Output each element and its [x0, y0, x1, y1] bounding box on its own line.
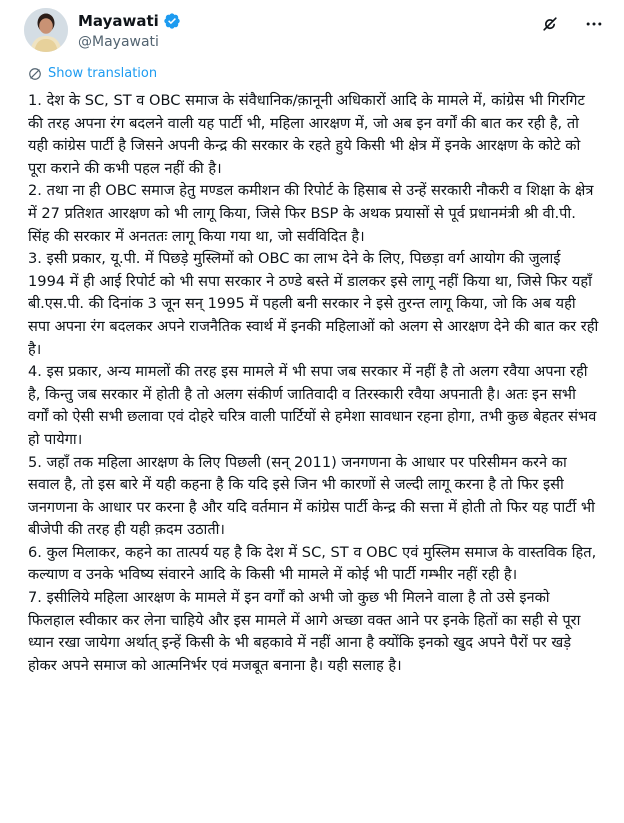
post-paragraph: 1. देश के SC, ST व OBC समाज के संवैधानिक/क़ानूनी अधिकारों आदि के मामले में, कांग्रेस भी गिरगिट की तरह अपना रंग बदलने वाली यह पार्टी भी, महिला आरक्षण में, जो अब इन वर्गों की बात कर रही है, तो यही कांग्रेस पार्टी है जिसने अपनी केन्द्र की सरकार के रहते हुये किसी भी क्षेत्र में इनके आरक्षण के कोटे को पूरा कराने की कभी पहल नहीं की है। — [28, 92, 585, 177]
grok-icon[interactable] — [540, 14, 560, 34]
more-options-icon[interactable] — [584, 14, 604, 34]
avatar[interactable] — [24, 8, 68, 52]
post-paragraph: 2. तथा ना ही OBC समाज हेतु मण्डल कमीशन की रिपोर्ट के हिसाब से उन्हें सरकारी नौकरी व शिक्षा के क्षेत्र में 27 प्रतिशत आरक्षण को भी लागू किया, जिसे फिर BSP के अथक प्रयासों से पूर्व प्रधानमंत्री श्री वी.पी. सिंह की सरकार में अनततः लागू किया गया था, जो सर्वविदित है। — [28, 182, 594, 245]
post-paragraph: 4. इस प्रकार, अन्य मामलों की तरह इस मामले में भी सपा जब सरकार में नहीं है तो अलग रवैया अपना रही है, किन्तु जब सरकार में होती है तो अलग संकीर्ण जातिवादी व तिरस्कारी रवैया अपनाती है। अतः इन सभी वर्गों को ऐसी सभी छलावा एवं दोहरे चरित्र वाली पार्टियों से हमेशा सावधान रहना होगा, तभी कुछ बेहतर संभव हो पायेगा। — [28, 363, 597, 448]
translate-icon — [28, 67, 42, 81]
post-paragraph: 5. जहाँ तक महिला आरक्षण के लिए पिछली (सन् 2011) जनगणना के आधार पर परिसीमन करने का सवाल है, तो इस बारे में यही कहना है कि यदि इसे जिन भी कारणों से जल्दी लागू करना है तो फिर इसी जनगणना के आधार पर करना है और यदि वर्तमान में कांग्रेस पार्टी केन्द्र की सत्ता में होती तो फिर यह पार्टी भी बीजेपी की तरह ही यही क़दम उठाती। — [28, 453, 595, 539]
header-actions — [516, 14, 604, 34]
show-translation-link[interactable] — [28, 66, 157, 81]
post-body — [28, 90, 600, 677]
display-name[interactable]: Mayawati — [78, 12, 159, 30]
handle[interactable]: @Mayawati — [78, 34, 159, 50]
post-paragraph: 6. कुल मिलाकर, कहने का तात्पर्य यह है कि देश में SC, ST व OBC एवं मुस्लिम समाज के वास्तविक हित, कल्याण व उनके भविष्य संवारने आदि के किसी भी मामले में कोई भी पार्टी गम्भीर नहीं रही है। — [28, 543, 597, 584]
avatar-image — [24, 8, 68, 52]
show-translation-label: Show translation — [48, 66, 158, 81]
post-paragraph: 7. इसीलिये महिला आरक्षण के मामले में इन वर्गों को अभी जो कुछ भी मिलने वाला है तो उसे इनको फिलहाल स्वीकार कर लेना चाहिये और इस मामले में आगे अच्छा वक्त आने पर इनके हितों का सही से पूरा ध्यान रखा जायेगा अर्थात् इन्हें किसी के भी बहकावे में नहीं आना है क्योंकि इनको खुद अपने पैरों पर खड़े होकर अपने समाज को आत्मनिर्भर एवं मजबूत बनाना है। यही सलाह है। — [28, 589, 581, 674]
post-header — [24, 8, 604, 60]
post-paragraph: 3. इसी प्रकार, यू.पी. में पिछड़े मुस्लिमों को OBC का लाभ देने के लिए, पिछड़ा वर्ग आयोग की जुलाई 1994 में ही आई रिपोर्ट को भी सपा सरकार ने ठण्डे बस्ते में डालकर इसे लागू नहीं किया था, जिसे फिर यहाँ बी.एस.पी. की दिनांक 3 जून सन् 1995 में पहली बनी सरकार ने इसे तुरन्त लागू किया, जो कि अब यही सपा अपना रंग बदलकर अपने राजनैतिक स्वार्थ में इनकी महिलाओं को अलग से आरक्षण देने की बात कर रही है। — [28, 250, 599, 358]
display-name-row — [78, 10, 181, 32]
author-names — [78, 10, 181, 50]
verified-badge-icon — [163, 12, 181, 30]
